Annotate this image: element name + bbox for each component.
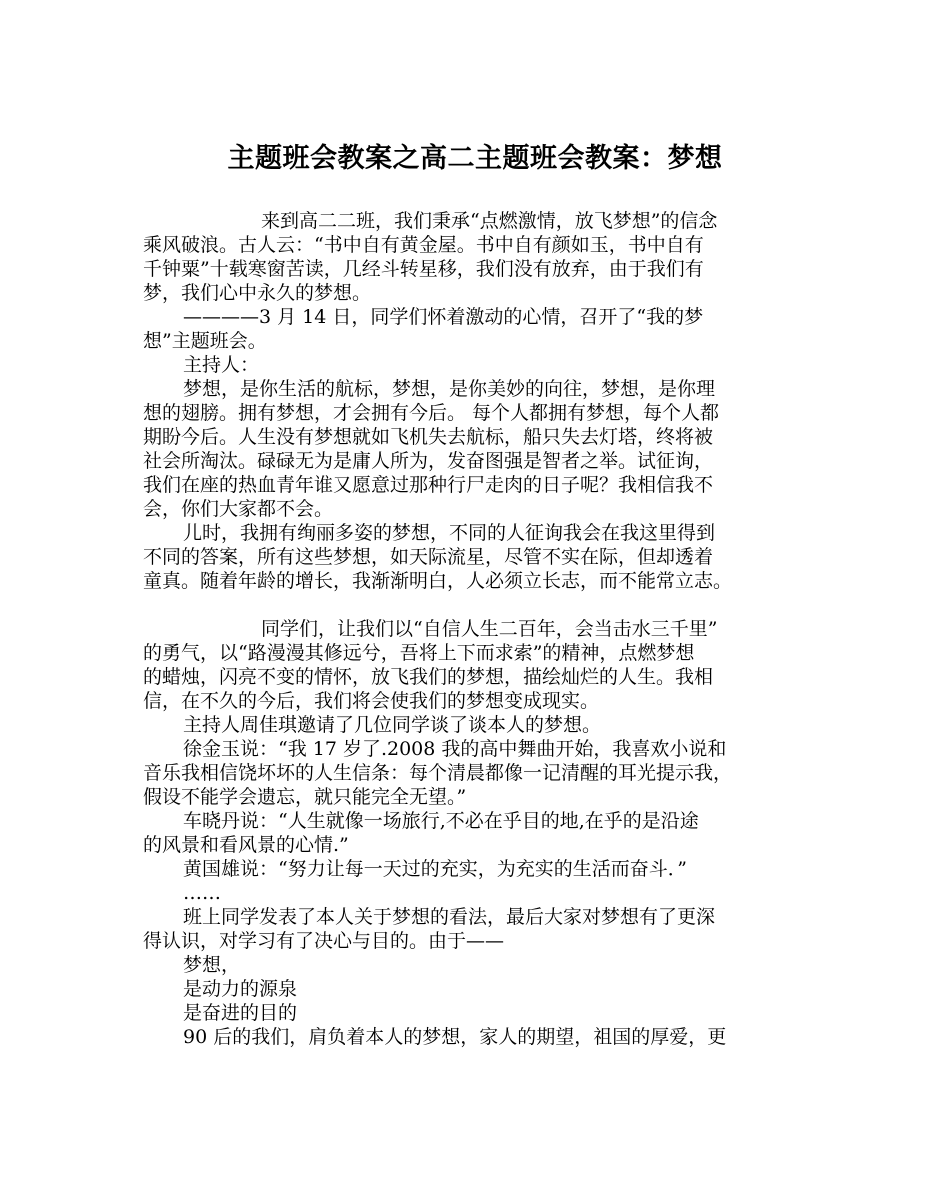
text-line: 的蜡烛，闪亮不变的情怀，放飞我们的梦想，描绘灿烂的人生。我相 — [143, 666, 714, 688]
text-line: 童真。随着年龄的增长，我渐渐明白，人必须立长志，而不能常立志。 — [143, 570, 733, 592]
text-line: ————3 月 14 日，同学们怀着激动的心情，召开了“我的梦 — [183, 306, 704, 328]
text-line: 我们在座的热血青年谁又愿意过那种行尸走肉的日子呢？我相信我不 — [143, 474, 714, 496]
text-line: 徐金玉说：“我 17 岁了.2008 我的高中舞曲开始，我喜欢小说和 — [183, 738, 727, 760]
text-line: 千钟粟”十载寒窗苦读，几经斗转星移，我们没有放弃，由于我们有 — [143, 258, 704, 280]
text-line: 90 后的我们，肩负着本人的梦想，家人的期望，祖国的厚爱，更 — [183, 1026, 727, 1048]
text-line: …… — [183, 882, 221, 904]
blank-line — [143, 593, 833, 617]
text-line: 的风景和看风景的心情.” — [143, 834, 349, 856]
text-line: 主持人周佳琪邀请了几位同学谈了谈本人的梦想。 — [183, 714, 602, 736]
text-line: 梦想， — [183, 954, 241, 976]
text-line: 得认识，对学习有了决心与目的。由于—— — [143, 930, 505, 952]
document-body — [143, 209, 833, 1049]
text-line: 乘风破浪。古人云：“书中自有黄金屋。书中自有颜如玉，书中自有 — [143, 234, 704, 256]
text-line: 梦，我们心中永久的梦想。 — [143, 282, 372, 304]
text-line: 儿时，我拥有绚丽多姿的梦想，不同的人征询我会在我这里得到 — [183, 522, 716, 544]
text-line: 同学们，让我们以“自信人生二百年，会当击水三千里” — [261, 618, 718, 640]
text-line: 黄国雄说：“努力让每一天过的充实，为充实的生活而奋斗．” — [183, 858, 687, 880]
text-line: 不同的答案，所有这些梦想，如天际流星，尽管不实在际，但却透着 — [143, 546, 714, 568]
document-title: 主题班会教案之高二主题班会教案：梦想 — [227, 143, 723, 174]
text-line: 会，你们大家都不会。 — [143, 498, 334, 520]
text-line: 来到高二二班，我们秉承“点燃激情，放飞梦想”的信念 — [261, 210, 718, 232]
text-line: 是奋进的目的 — [183, 1002, 298, 1024]
text-line: 车晓丹说：“人生就像一场旅行,不必在乎目的地,在乎的是沿途 — [183, 810, 699, 832]
text-line: 想的翅膀。拥有梦想，才会拥有今后。 每个人都拥有梦想，每个人都 — [143, 402, 720, 424]
text-line: 社会所淘汰。碌碌无为是庸人所为，发奋图强是智者之举。试征询， — [143, 450, 714, 472]
text-line: 假设不能学会遗忘，就只能完全无望。” — [143, 786, 467, 808]
text-line: 是动力的源泉 — [183, 978, 298, 1000]
text-line: 想”主题班会。 — [143, 330, 267, 352]
text-line: 梦想，是你生活的航标，梦想，是你美妙的向往，梦想，是你理 — [183, 378, 716, 400]
text-line: 主持人： — [183, 354, 260, 376]
text-line: 信，在不久的今后，我们将会使我们的梦想变成现实。 — [143, 690, 600, 712]
text-line: 期盼今后。人生没有梦想就如飞机失去航标，船只失去灯塔，终将被 — [143, 426, 714, 448]
text-line: 音乐我相信饶坏坏的人生信条：每个清晨都像一记清醒的耳光提示我， — [143, 762, 733, 784]
text-line: 的勇气，以“路漫漫其修远兮，吾将上下而求索”的精神，点燃梦想 — [143, 642, 695, 664]
text-line: 班上同学发表了本人关于梦想的看法，最后大家对梦想有了更深 — [183, 906, 716, 928]
